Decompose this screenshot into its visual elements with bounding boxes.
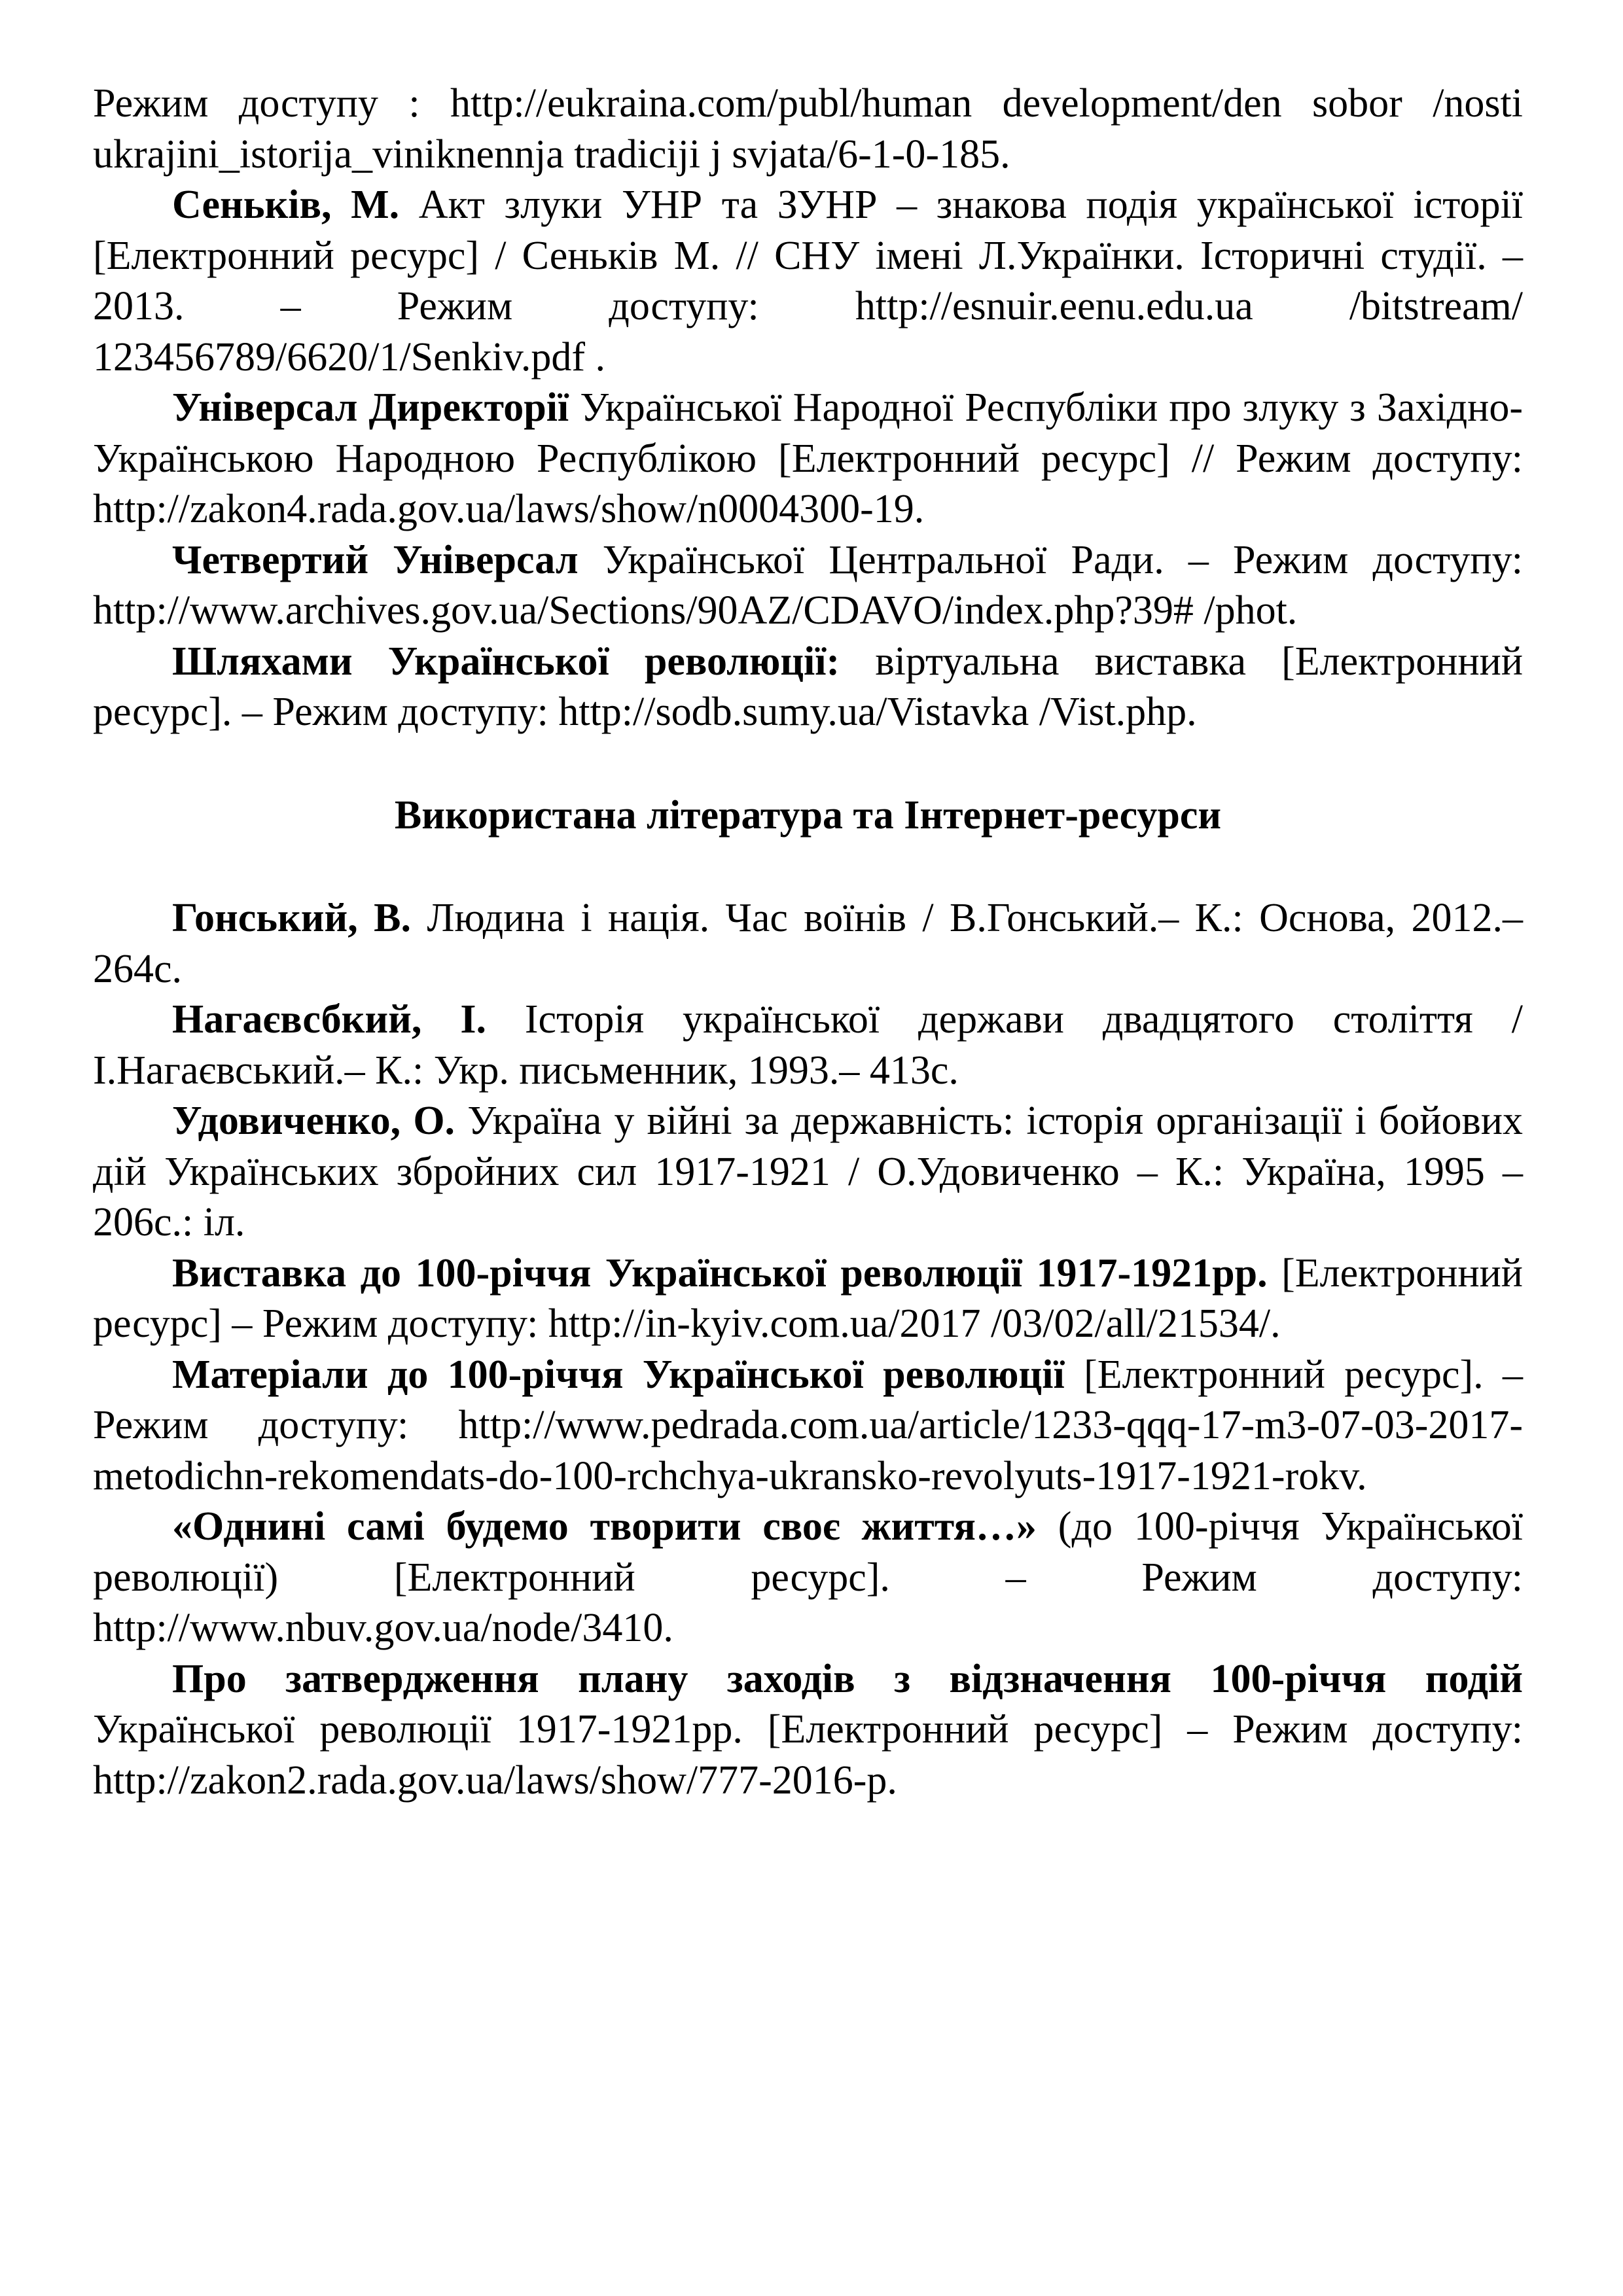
reference-entry-universal-directory	[93, 383, 1523, 535]
literature-entry-nahaievskyi	[93, 995, 1523, 1096]
literature-author: Удовиченко, О.	[172, 1099, 455, 1143]
literature-text: [Електронний ресурс]. – Режим доступу: http://www.pedrada.com.ua/article/1233-qqq-17-m3-07-03-2017-metodichn-rekomendats-do-100-rchchya-ukransko-revolyuts-1917-1921-rokv.	[93, 1352, 1523, 1498]
reference-entry-virtual-exhibition	[93, 637, 1523, 738]
literature-entry-exhibition-100	[93, 1248, 1523, 1350]
reference-entry-continuation	[93, 79, 1523, 180]
reference-text: Акт злуки УНР та ЗУНР – знакова подія української історії [Електронний ресурс] / Сеньків М. // СНУ імені Л.Українки. Історичні студії. – 2013. – Режим доступу: http://esnuir.eenu.edu.ua /bitstream/ 123456789/6620/1/Senkiv.pdf .	[93, 183, 1523, 380]
literature-text: Історія української держави двадцятого століття / І.Нагаєвський.– К.: Укр. письменник, 1993.– 413с.	[93, 997, 1523, 1093]
reference-title: Універсал Директорії	[172, 385, 569, 430]
literature-entry-odnyni	[93, 1502, 1523, 1654]
literature-entry-honskyi	[93, 893, 1523, 995]
literature-text: [Електронний ресурс] – Режим доступу: http://in-kyiv.com.ua/2017 /03/02/all/21534/.	[93, 1250, 1523, 1346]
reference-title: Шляхами Української революції:	[172, 639, 840, 684]
document-page	[93, 79, 1523, 1806]
reference-title: Четвертий Універсал	[172, 537, 579, 582]
literature-text: Україна у війні за державність: історія організації і бойових дій Українських збройних сил 1917-1921 / О.Удовиченко – К.: Україна, 1995 – 206с.: іл.	[93, 1099, 1523, 1245]
reference-text: віртуальна виставка [Електронний ресурс]. – Режим доступу: http://sodb.sumy.ua/Vistavka /Vist.php.	[93, 639, 1523, 734]
literature-author: Гонський, В.	[172, 896, 411, 940]
reference-text: Режим доступу : http://eukraina.com/publ/human development/den sobor /nosti ukrajini_istorija_viniknennja tradiciji j svjata/6-1-0-185.	[93, 81, 1523, 177]
literature-text: (до 100-річчя Української революції) [Електронний ресурс]. – Режим доступу: http://www.nbuv.gov.ua/node/3410.	[93, 1504, 1523, 1650]
literature-title: Про затвердження плану заходів з відзначення 100-річчя подій	[172, 1656, 1523, 1701]
literature-entry-udovychenko	[93, 1096, 1523, 1248]
reference-author: Сеньків, М.	[172, 183, 400, 227]
literature-author: Нагаєвсбкий, І.	[172, 997, 486, 1042]
literature-text: Української революції 1917-1921рр. [Електронний ресурс] – Режим доступу: http://zakon2.rada.gov.ua/laws/show/777-2016-р.	[93, 1707, 1523, 1803]
literature-title: Матеріали до 100-річчя Української революції	[172, 1352, 1065, 1397]
literature-title: Виставка до 100-річчя Української революції 1917-1921рр.	[172, 1250, 1268, 1296]
literature-entry-plan-approval	[93, 1654, 1523, 1807]
reference-text: Української Центральної Ради. – Режим доступу: http://www.archives.gov.ua/Sections/90AZ/CDAVO/index.php?39# /phot.	[93, 537, 1523, 633]
reference-text: Української Народної Республіки про злуку з Західно-Українською Народною Республікою [Електронний ресурс] // Режим доступу: http://zakon4.rada.gov.ua/laws/show/n0004300-19.	[93, 385, 1523, 531]
literature-text: Людина і нація. Час воїнів / В.Гонський.– К.: Основа, 2012.– 264с.	[93, 896, 1523, 991]
literature-title: «Однині самі будемо творити своє життя…»	[172, 1504, 1037, 1549]
reference-entry-senkiv	[93, 180, 1523, 383]
reference-entry-fourth-universal	[93, 535, 1523, 637]
literature-entry-materials-100	[93, 1350, 1523, 1502]
section-heading: Використана література та Інтернет-ресурси	[394, 792, 1222, 838]
